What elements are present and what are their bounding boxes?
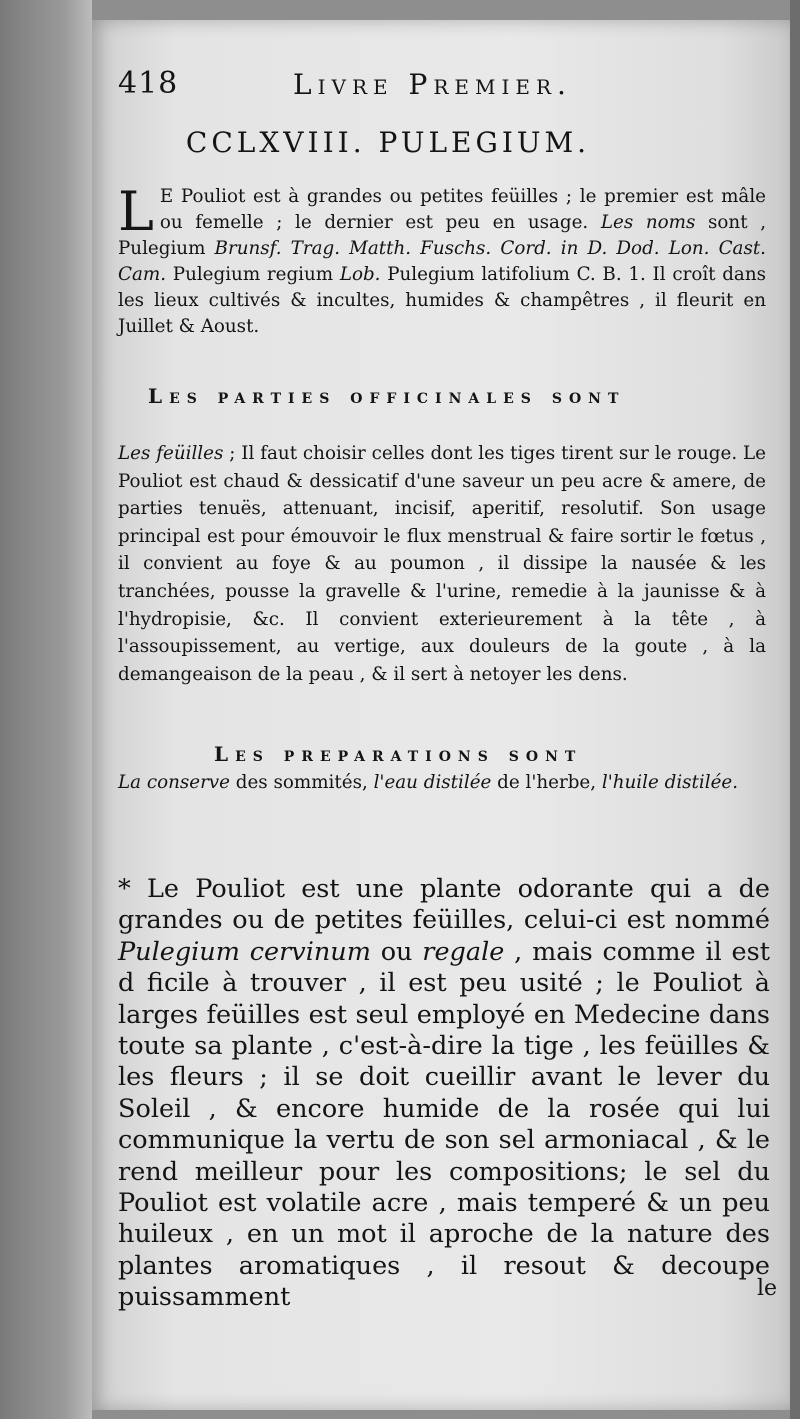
chapter-title: CCLXVIII. PULEGIUM.: [185, 126, 591, 159]
preparations-paragraph: [118, 770, 766, 796]
section-heading-preparations: Les preparations sont: [214, 742, 583, 766]
note-italic-2: regale: [422, 936, 505, 967]
names-label: Les noms: [600, 212, 696, 233]
drop-cap: L: [118, 180, 154, 243]
prep-text-2: de l'herbe,: [491, 772, 602, 793]
intro-text-3: Pulegium regium: [166, 264, 340, 285]
note-paragraph: [118, 874, 770, 1314]
prep-text-1: des sommités,: [229, 772, 374, 793]
note-text-2: ou: [370, 936, 423, 967]
eau-label: l'eau distilée: [373, 772, 492, 793]
intro-paragraph: [118, 180, 767, 340]
parties-paragraph: [118, 440, 766, 688]
note-text-3: , mais comme il est d ficile à trouver , il est peu usité ; le Pouliot à larges feüilles est seul employé en Medecine dans toute sa plante , c'est-à-dire la tige , les feüilles & les fleurs ; il se doit cueillir avant le lever du Soleil , & encore humide de la rosée qui lui communique la vertu de son sel armoniacal , & le rend meilleur pour les compositions; le sel du Pouliot est volatile acre , mais temperé & un peu huileux , en un mot il aproche de la nature des plantes aromatiques , il resout & decoupe puissamment: [118, 936, 770, 1313]
author-lob: Lob.: [339, 264, 381, 285]
authors-list: Brunsf. Trag. Matth. Fuschs. Cord. in D. Dod. Lon. Cast. Cam.: [118, 238, 766, 285]
feuilles-label: Les feüilles: [118, 443, 224, 464]
conserve-label: La conserve: [118, 772, 230, 793]
section-heading-parties: Les parties officinales sont: [148, 384, 626, 408]
intro-text-4: Pulegium latifolium C. B. 1. Il croît dans les lieux cultivés & incultes, humides & champêtres , il fleurit en Juillet & Aoust.: [118, 264, 766, 337]
intro-text: E Pouliot est à grandes ou petites feüilles ; le premier est mâle ou femelle ; le dernier est peu en usage.: [159, 186, 766, 233]
note-italic-1: Pulegium cervinum: [118, 936, 371, 967]
parties-text: ; Il faut choisir celles dont les tiges tirent sur le rouge. Le Pouliot est chaud & dessicatif d'une saveur un peu acre & amere, de parties tenuës, attenuant, incisif, aperitif, resolutif. Son usage principal est pour émouvoir le flux menstrual & faire sortir le fœtus , il convient au foye & au poumon , il dissipe la nausée & les tranchées, pousse la gravelle & l'urine, remedie à la jaunisse & à l'hydropisie, &c. Il convient exterieurement à la tête , à l'assoupissement, au vertige, aux douleurs de la goute , à la demangeaison de la peau , & il sert à netoyer les dens.: [118, 443, 766, 685]
page-header: [118, 66, 758, 106]
note-text-1: * Le Pouliot est une plante odorante qui a de grandes ou de petites feüilles, celui-ci est nommé: [118, 874, 770, 936]
catchword: le: [757, 1276, 778, 1301]
huile-label: l'huile distilée.: [601, 772, 739, 793]
page-number: 418: [118, 66, 179, 101]
intro-text-2: sont , Pulegium: [118, 212, 767, 259]
book-spine-shadow: [0, 0, 92, 1419]
page-edge: [790, 0, 800, 1419]
running-head: Livre Premier.: [293, 68, 572, 101]
